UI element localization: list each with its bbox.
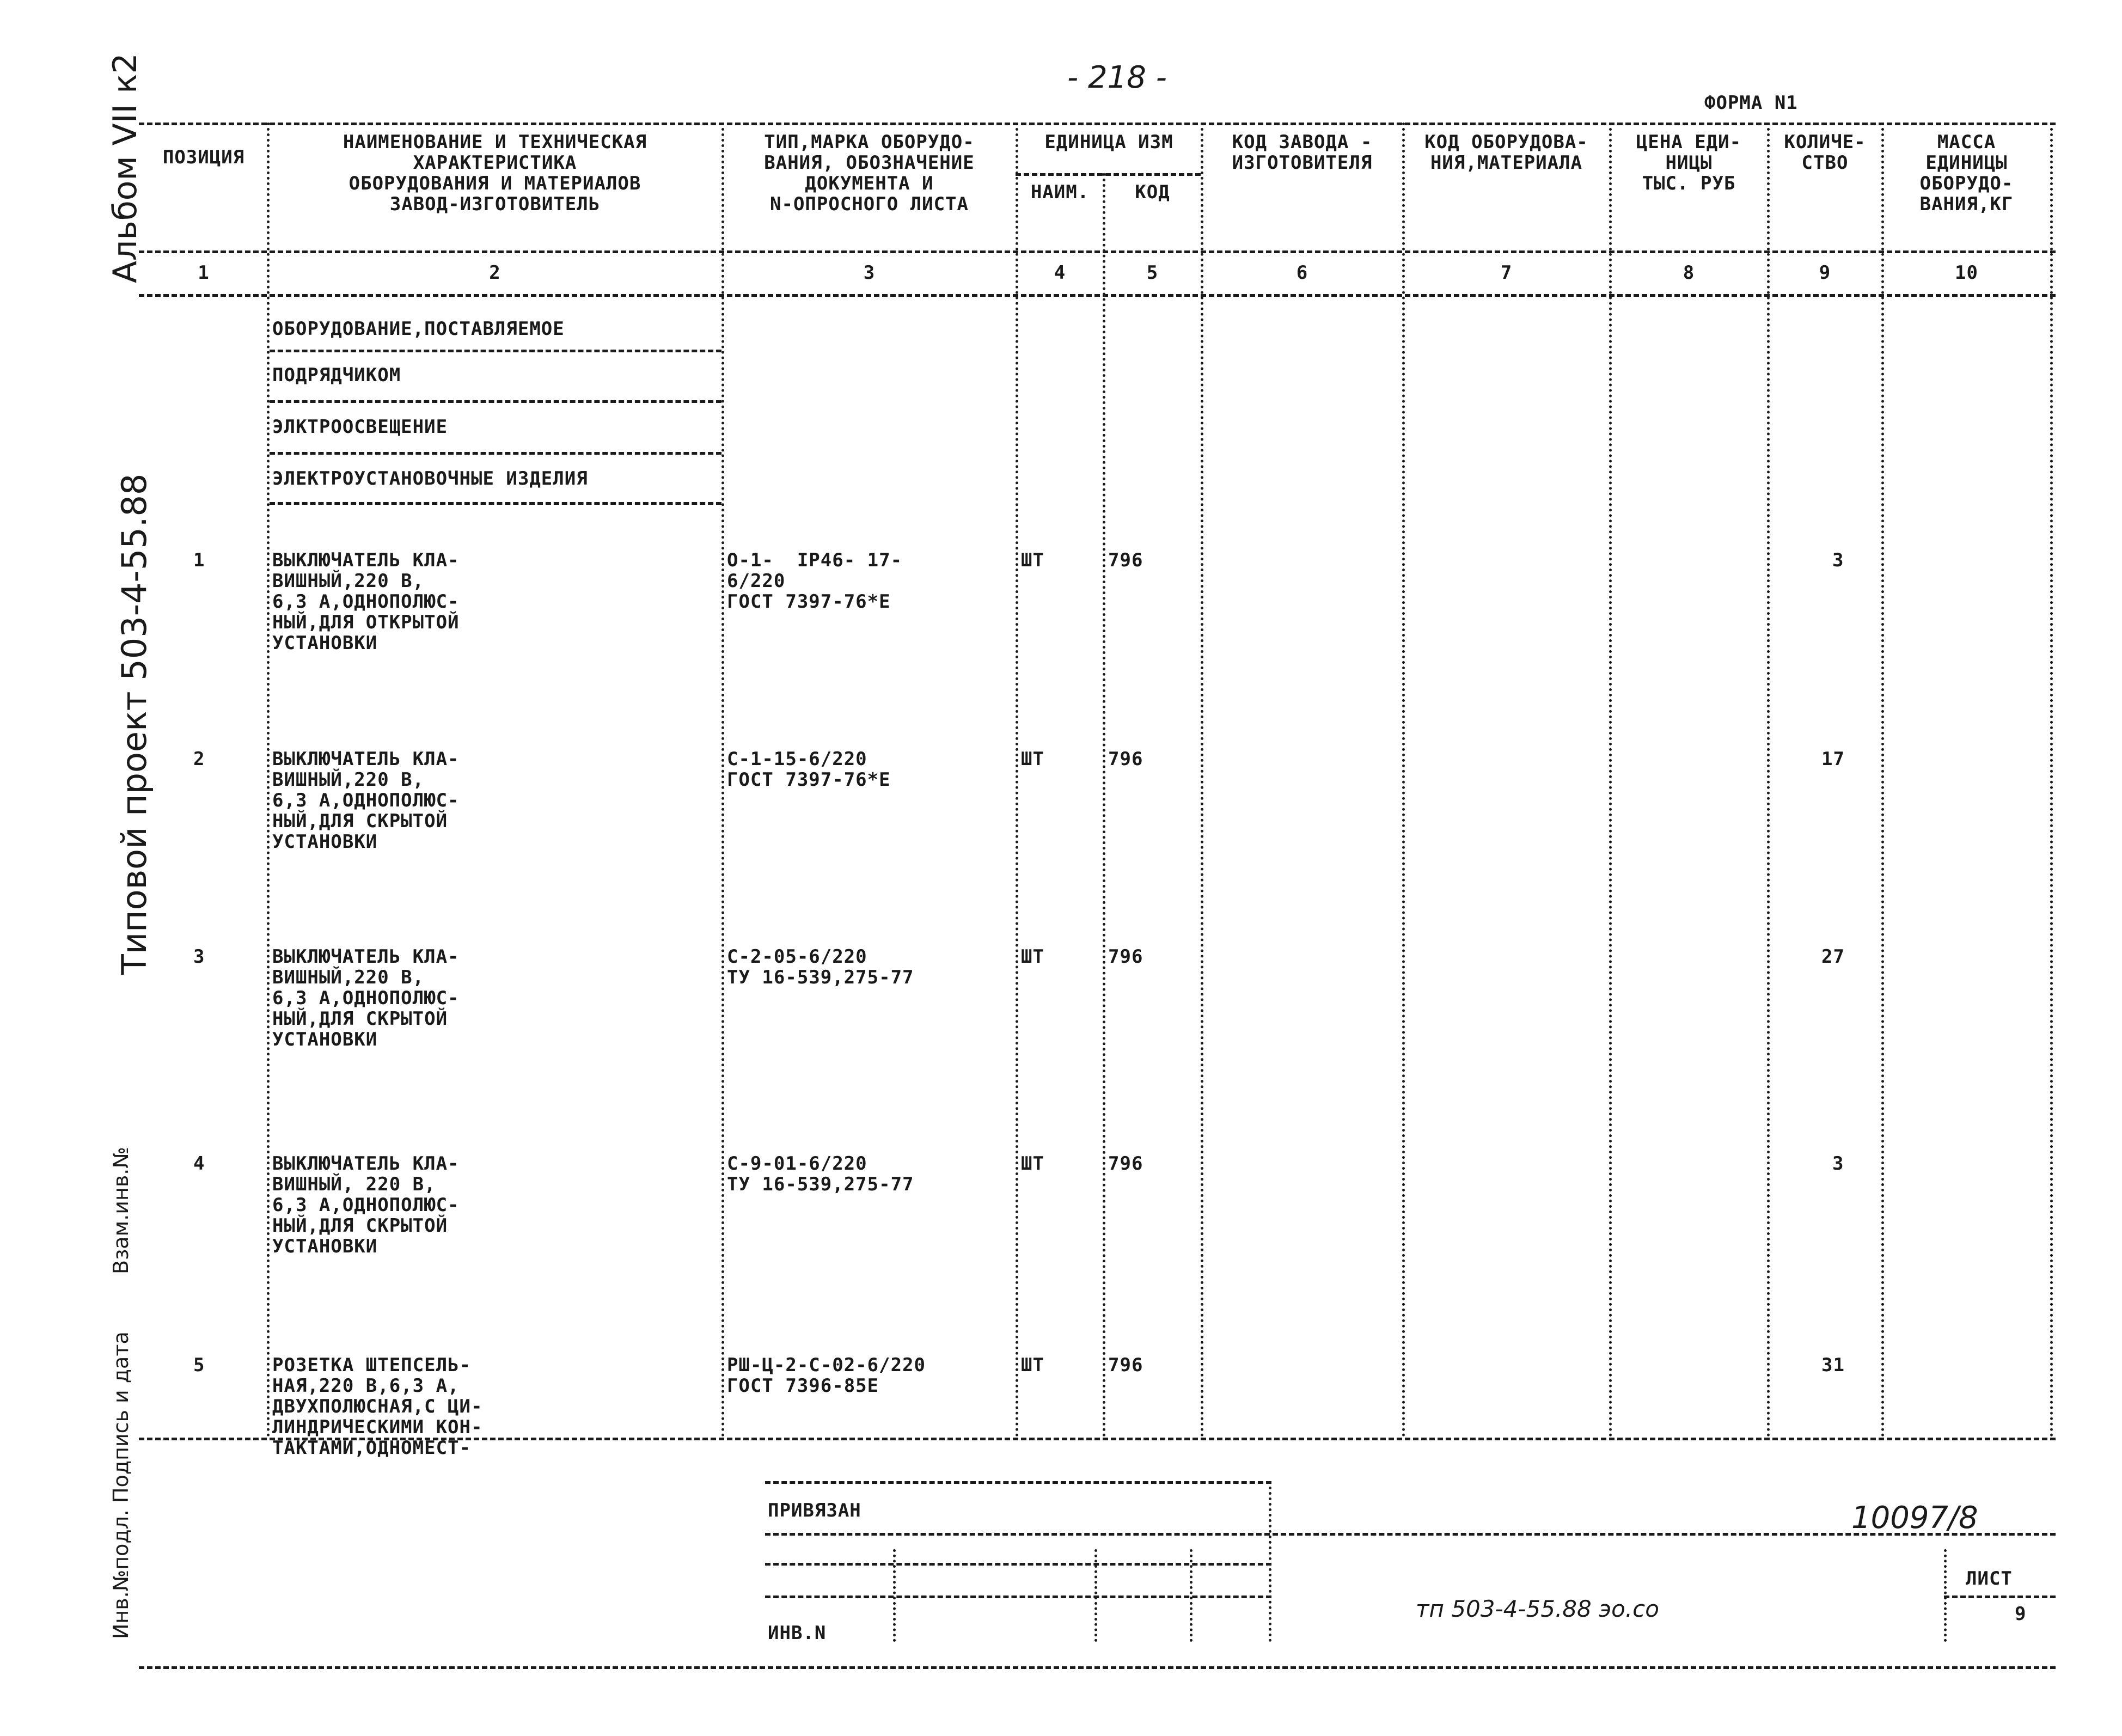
footer-grid-col xyxy=(1190,1549,1193,1642)
row-name-line: УСТАНОВКИ xyxy=(272,632,378,654)
col-divider-2 xyxy=(721,123,724,1438)
row-type-line: С-2-05-6/220 xyxy=(727,946,867,968)
row-unit-code: 796 xyxy=(1108,946,1143,968)
col-number-5: 5 xyxy=(1146,262,1159,284)
col-header-unit-code: КОД xyxy=(1135,181,1170,203)
col-number-8: 8 xyxy=(1683,262,1695,284)
section-header: ОБОРУДОВАНИЕ,ПОСТАВЛЯЕМОЕ xyxy=(272,318,565,340)
col-header-factory-code: КОД ЗАВОДА - ИЗГОТОВИТЕЛЯ xyxy=(1232,131,1373,174)
col-header-mass: МАССА ЕДИНИЦЫ ОБОРУДО- ВАНИЯ,КГ xyxy=(1919,131,2014,215)
row-position: 5 xyxy=(193,1354,205,1376)
vzam-inv-label: Взам.инв.№ xyxy=(109,1147,133,1274)
col-number-6: 6 xyxy=(1296,262,1308,284)
row-unit: ШТ xyxy=(1021,549,1044,571)
sheet-label: ЛИСТ xyxy=(1966,1568,2013,1590)
row-name-line: УСТАНОВКИ xyxy=(272,1236,378,1257)
row-unit: ШТ xyxy=(1021,1354,1044,1376)
row-unit-code: 796 xyxy=(1108,748,1143,770)
col-header-name: НАИМЕНОВАНИЕ И ТЕХНИЧЕСКАЯ ХАРАКТЕРИСТИКА ОБОРУДОВАНИЯ И МАТЕРИАЛОВ ЗАВОД-ИЗГОТОВИТЕЛЬ xyxy=(343,131,647,215)
row-name-line: НЫЙ,ДЛЯ СКРЫТОЙ xyxy=(272,1008,448,1030)
row-name-line: 6,3 А,ОДНОПОЛЮС- xyxy=(272,790,460,811)
row-name-line: НАЯ,220 В,6,3 А, xyxy=(272,1375,460,1397)
row-name-line: 6,3 А,ОДНОПОЛЮС- xyxy=(272,591,460,613)
row-quantity: 17 xyxy=(1821,748,1845,770)
row-name-line: ТАКТАМИ,ОДНОМЕСТ- xyxy=(272,1437,471,1459)
row-type-line: ГОСТ 7396-85Е xyxy=(727,1375,879,1397)
row-quantity: 3 xyxy=(1832,1153,1844,1175)
row-unit-code: 796 xyxy=(1108,1354,1143,1376)
footer-block-top xyxy=(765,1481,1271,1484)
row-name-line: ВЫКЛЮЧАТЕЛЬ КЛА- xyxy=(272,946,460,968)
col-number-1: 1 xyxy=(198,262,210,284)
row-name-line: ВИШНЫЙ, 220 В, xyxy=(272,1173,436,1195)
row-name-line: ВЫКЛЮЧАТЕЛЬ КЛА- xyxy=(272,748,460,770)
col-divider-10 xyxy=(2050,123,2053,1438)
row-name-line: ДВУХПОЛЮСНАЯ,С ЦИ- xyxy=(272,1396,483,1417)
project-label: Типовой проект 503-4-55.88 xyxy=(114,473,154,975)
row-name-line: РОЗЕТКА ШТЕПСЕЛЬ- xyxy=(272,1354,471,1376)
album-label: Альбом VII к2 xyxy=(106,53,144,283)
row-name-line: 6,3 А,ОДНОПОЛЮС- xyxy=(272,987,460,1009)
sheet-box-line xyxy=(1944,1596,2056,1598)
row-name-line: НЫЙ,ДЛЯ ОТКРЫТОЙ xyxy=(272,612,460,633)
section-header: ЭЛКТРООСВЕЩЕНИЕ xyxy=(272,416,448,438)
row-unit: ШТ xyxy=(1021,1153,1044,1175)
page-bottom-border xyxy=(139,1666,2056,1669)
row-position: 2 xyxy=(193,748,205,770)
row-name-line: 6,3 А,ОДНОПОЛЮС- xyxy=(272,1194,460,1216)
col-divider-8 xyxy=(1767,123,1770,1438)
row-position: 3 xyxy=(193,946,205,968)
col-divider-4 xyxy=(1103,173,1105,1438)
col-number-10: 10 xyxy=(1955,262,1978,284)
col-divider-9 xyxy=(1881,123,1884,1438)
row-type-line: С-1-15-6/220 xyxy=(727,748,867,770)
row-position: 4 xyxy=(193,1153,205,1175)
col-number-9: 9 xyxy=(1819,262,1831,284)
col-header-equipment-code: КОД ОБОРУДОВА- НИЯ,МАТЕРИАЛА xyxy=(1424,131,1588,174)
col-header-price: ЦЕНА ЕДИ- НИЦЫ ТЫС. РУБ xyxy=(1636,131,1742,194)
sheet-number: 9 xyxy=(2015,1603,2027,1625)
row-name-line: НЫЙ,ДЛЯ СКРЫТОЙ xyxy=(272,810,448,832)
section-divider xyxy=(270,452,721,455)
page-number: - 218 - xyxy=(1067,60,1167,95)
row-quantity: 3 xyxy=(1832,549,1844,571)
col-header-quantity: КОЛИЧЕ- СТВО xyxy=(1784,131,1866,174)
row-name-line: ВЫКЛЮЧАТЕЛЬ КЛА- xyxy=(272,1153,460,1175)
footer-grid-line xyxy=(765,1563,1271,1566)
row-type-line: С-9-01-6/220 xyxy=(727,1153,867,1175)
row-unit: ШТ xyxy=(1021,748,1044,770)
unit-subheader-line xyxy=(1016,173,1201,176)
row-name-line: ВЫКЛЮЧАТЕЛЬ КЛА- xyxy=(272,549,460,571)
row-type-line: ГОСТ 7397-76*Е xyxy=(727,591,891,613)
col-divider-3 xyxy=(1016,123,1018,1438)
row-type-line: ТУ 16-539,275-77 xyxy=(727,1173,914,1195)
document-code: тп 503-4-55.88 эо.со xyxy=(1416,1596,1659,1622)
col-number-2: 2 xyxy=(489,262,501,284)
row-unit-code: 796 xyxy=(1108,549,1143,571)
col-number-4: 4 xyxy=(1054,262,1066,284)
col-header-unit-group: ЕДИНИЦА ИЗМ xyxy=(1044,131,1173,153)
row-name-line: НЫЙ,ДЛЯ СКРЫТОЙ xyxy=(272,1215,448,1237)
row-name-line: ВИШНЫЙ,220 В, xyxy=(272,769,425,791)
col-divider-6 xyxy=(1402,123,1405,1438)
row-quantity: 27 xyxy=(1821,946,1845,968)
row-quantity: 31 xyxy=(1821,1354,1845,1376)
inv-n-label: ИНВ.N xyxy=(768,1622,827,1644)
handwritten-number: 10097/8 xyxy=(1851,1500,1978,1536)
row-unit-code: 796 xyxy=(1108,1153,1143,1175)
footer-grid-line xyxy=(765,1596,1271,1598)
privyazan-label: ПРИВЯЗАН xyxy=(768,1500,861,1521)
col-divider-5 xyxy=(1201,123,1203,1438)
footer-grid-col xyxy=(1094,1549,1097,1642)
row-name-line: УСТАНОВКИ xyxy=(272,1029,378,1050)
row-type-line: ГОСТ 7397-76*Е xyxy=(727,769,891,791)
section-divider xyxy=(270,400,721,403)
inv-podl-label: Инв.№подл. xyxy=(109,1509,133,1639)
footer-grid-col xyxy=(1269,1481,1271,1642)
col-header-type: ТИП,МАРКА ОБОРУДО- ВАНИЯ, ОБОЗНАЧЕНИЕ ДОКУМЕНТА И N-ОПРОСНОГО ЛИСТА xyxy=(764,131,975,215)
section-header: ЭЛЕКТРОУСТАНОВОЧНЫЕ ИЗДЕЛИЯ xyxy=(272,468,588,490)
row-name-line: ЛИНДРИЧЕСКИМИ КОН- xyxy=(272,1416,483,1438)
row-name-line: ВИШНЫЙ,220 В, xyxy=(272,570,425,592)
form-label: ФОРМА N1 xyxy=(1704,92,1798,114)
row-type-line: ТУ 16-539,275-77 xyxy=(727,967,914,988)
row-name-line: УСТАНОВКИ xyxy=(272,831,378,853)
row-type-line: 6/220 xyxy=(727,570,786,592)
section-header: ПОДРЯДЧИКОМ xyxy=(272,364,401,386)
row-name-line: ВИШНЫЙ,220 В, xyxy=(272,967,425,988)
col-divider-1 xyxy=(267,123,270,1438)
col-header-unit-name: НАИМ. xyxy=(1030,181,1090,203)
section-divider xyxy=(270,350,721,352)
col-number-7: 7 xyxy=(1500,262,1513,284)
footer-grid-col xyxy=(893,1549,896,1642)
row-type-line: О-1- IP46- 17- xyxy=(727,549,903,571)
row-position: 1 xyxy=(193,549,205,571)
row-unit: ШТ xyxy=(1021,946,1044,968)
col-header-position: ПОЗИЦИЯ xyxy=(162,146,245,168)
col-divider-7 xyxy=(1609,123,1612,1438)
col-number-3: 3 xyxy=(863,262,876,284)
row-type-line: РШ-Ц-2-С-02-6/220 xyxy=(727,1354,926,1376)
sign-date-label: Подпись и дата xyxy=(109,1331,133,1503)
section-divider xyxy=(270,502,721,505)
